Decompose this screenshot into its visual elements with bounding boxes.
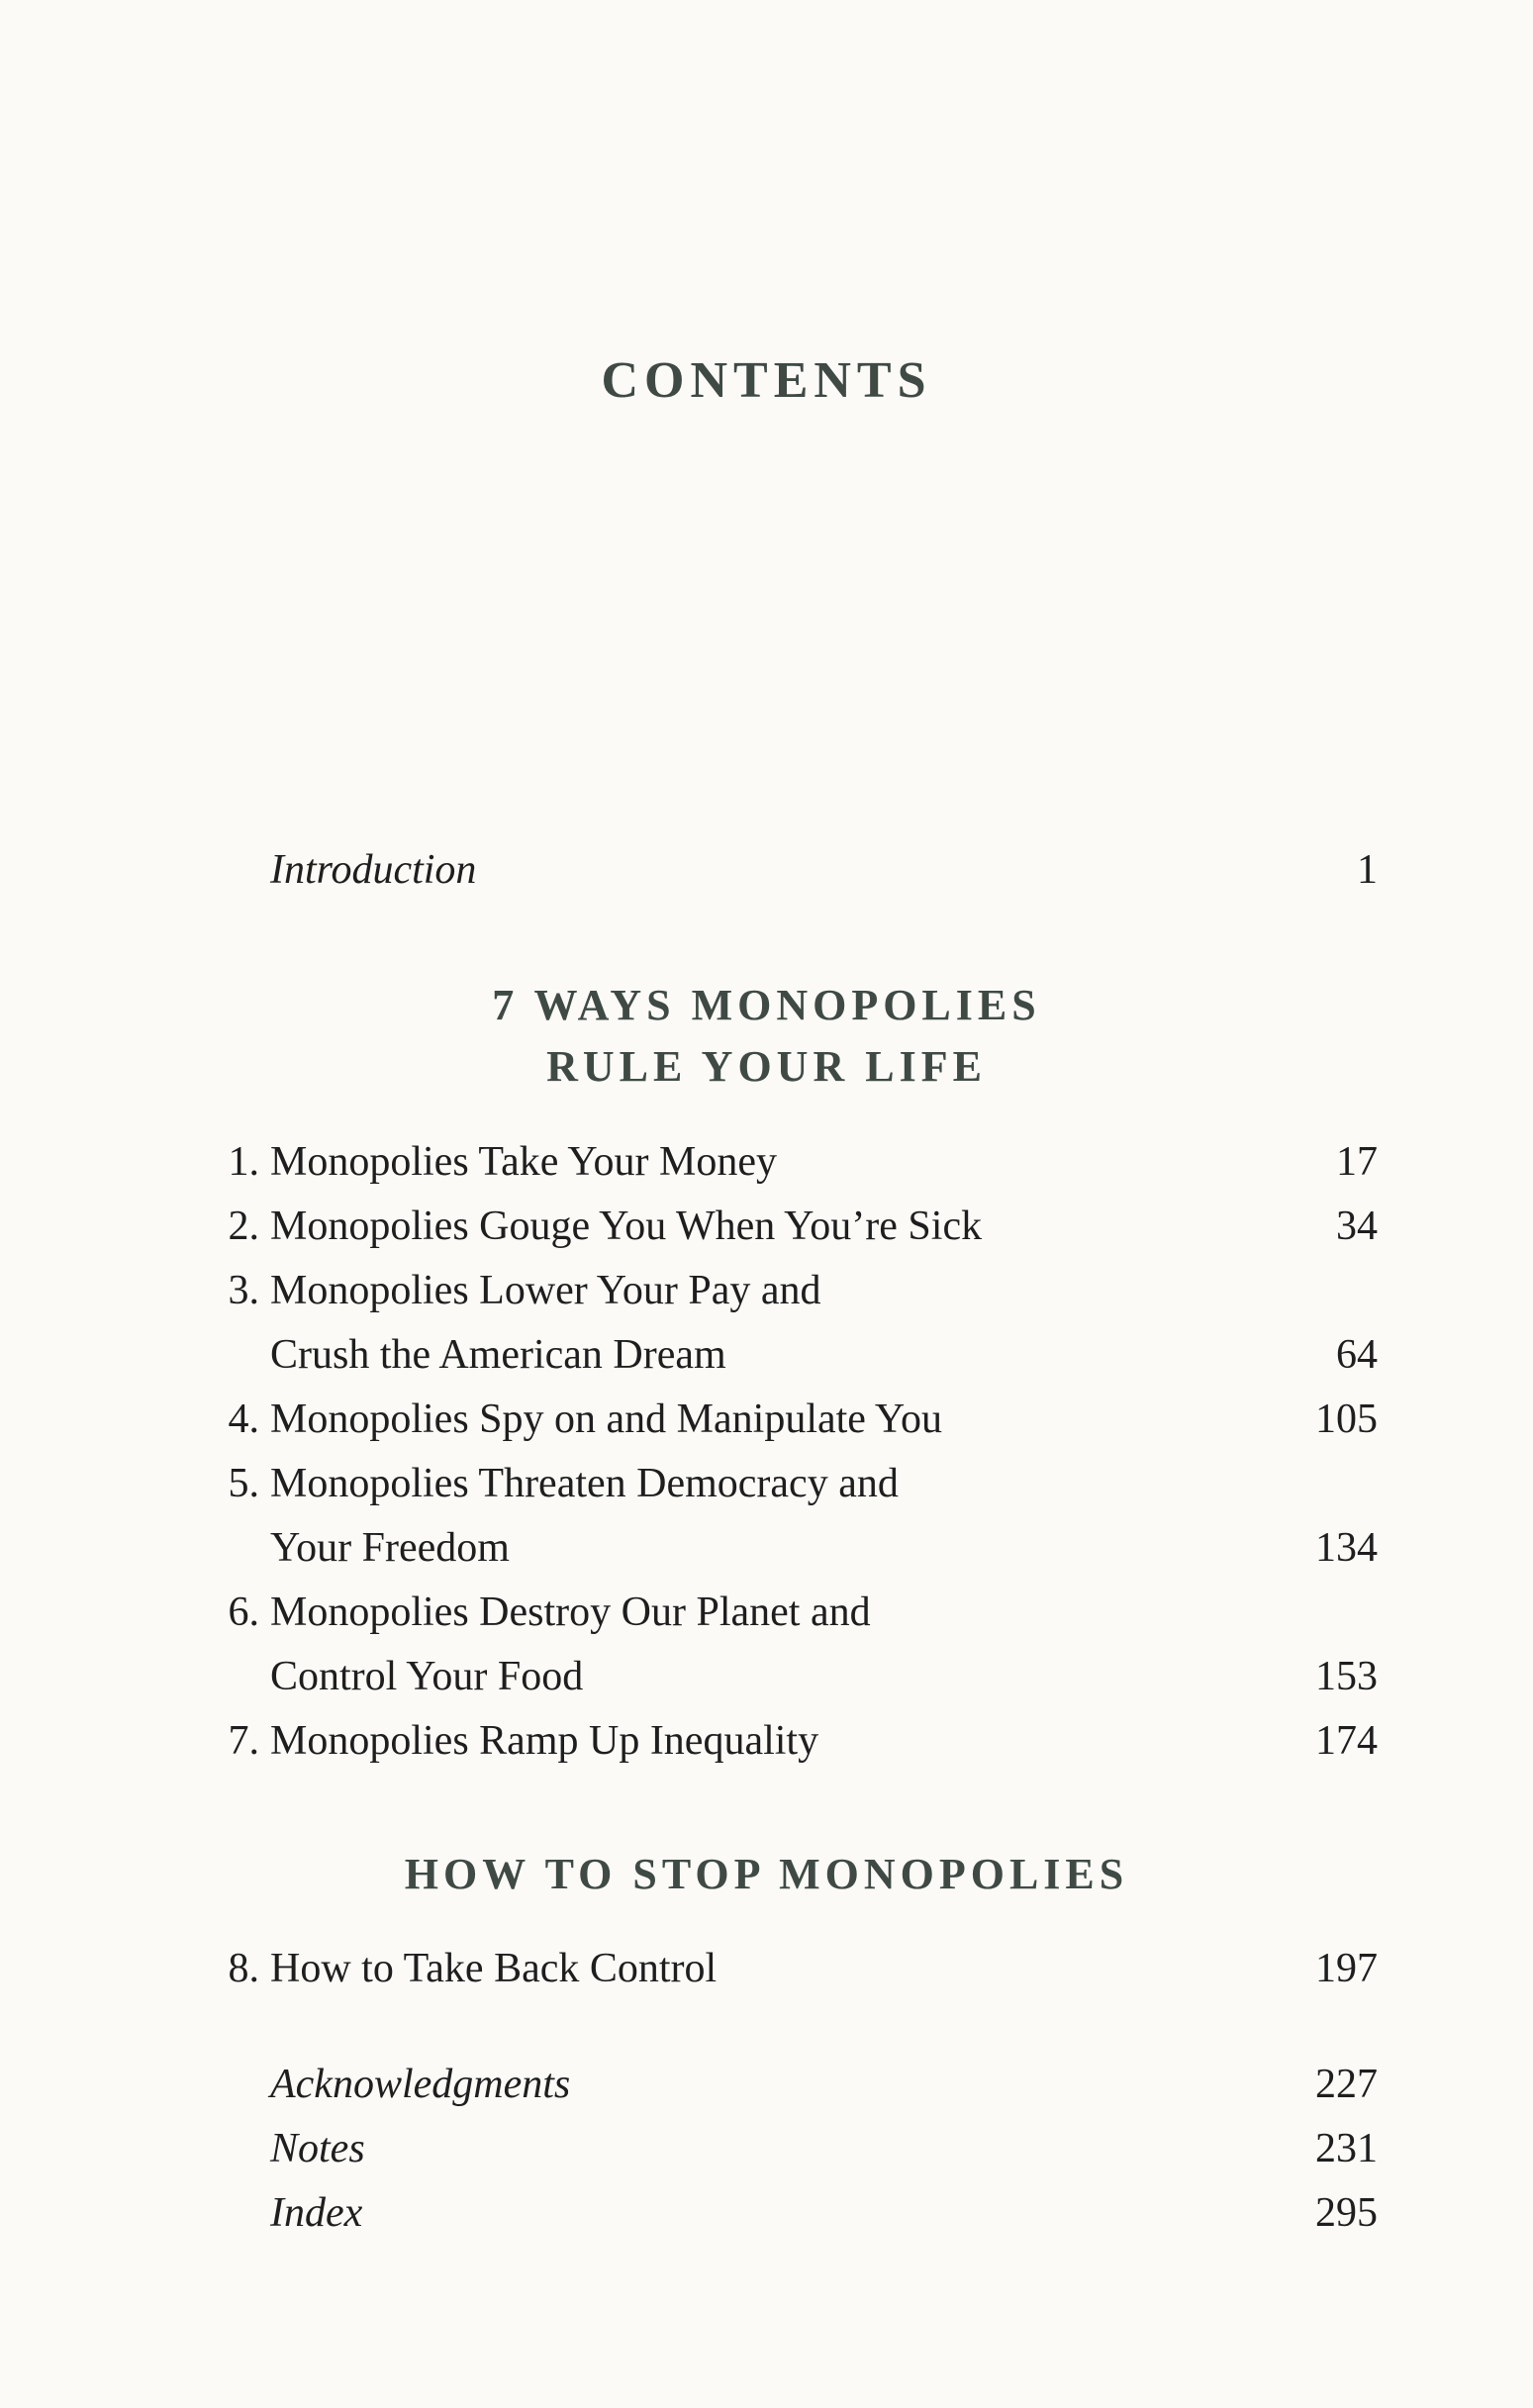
toc-entry-chapter-8[interactable] <box>0 1945 1533 2004</box>
chapter-title-continued: Your Freedom <box>270 1525 510 1571</box>
toc-entry-chapter-4[interactable] <box>0 1396 1533 1455</box>
chapter-title: Monopolies Spy on and Manipulate You <box>270 1397 943 1442</box>
toc-entry-index[interactable] <box>0 2189 1533 2249</box>
chapter-title: Monopolies Gouge You When You’re Sick <box>270 1204 983 1249</box>
page-title: CONTENTS <box>601 352 932 409</box>
part-heading: HOW TO STOP MONOPOLIES <box>404 1850 1129 1898</box>
toc-page-number: 231 <box>1315 2126 1378 2171</box>
chapter-number: 3. <box>228 1268 259 1313</box>
toc-page-number: 1 <box>1357 847 1378 893</box>
toc-page-number: 197 <box>1315 1946 1378 1991</box>
chapter-title: How to Take Back Control <box>270 1946 718 1991</box>
toc-page-number: 295 <box>1315 2190 1378 2236</box>
toc-entry-chapter-3-continued[interactable] <box>0 1331 1533 1391</box>
toc-entry-chapter-6-continued[interactable] <box>0 1653 1533 1712</box>
toc-entry-label: Notes <box>270 2126 365 2171</box>
chapter-title-continued: Control Your Food <box>270 1654 584 1699</box>
toc-entry-label: Acknowledgments <box>270 2062 571 2107</box>
chapter-number: 8. <box>228 1946 259 1991</box>
toc-entry-chapter-5[interactable] <box>0 1460 1533 1519</box>
chapter-number: 4. <box>228 1397 259 1442</box>
chapter-title: Monopolies Ramp Up Inequality <box>270 1718 819 1764</box>
toc-entry-chapter-7[interactable] <box>0 1717 1533 1777</box>
toc-entry-notes[interactable] <box>0 2125 1533 2184</box>
toc-page-number: 34 <box>1336 1204 1378 1249</box>
part-heading-line-1: 7 WAYS MONOPOLIES <box>492 981 1041 1029</box>
toc-page-number: 64 <box>1336 1332 1378 1378</box>
toc-page-number: 134 <box>1315 1525 1378 1571</box>
toc-entry-chapter-5-continued[interactable] <box>0 1524 1533 1584</box>
chapter-title: Monopolies Take Your Money <box>270 1139 777 1185</box>
chapter-number: 6. <box>228 1589 259 1635</box>
toc-entry-label: Introduction <box>270 847 477 893</box>
chapter-number: 1. <box>228 1139 259 1185</box>
toc-page-number: 153 <box>1315 1654 1378 1699</box>
chapter-number: 5. <box>228 1461 259 1506</box>
chapter-title-continued: Crush the American Dream <box>270 1332 726 1378</box>
toc-page-number: 174 <box>1315 1718 1378 1764</box>
toc-page-number: 105 <box>1315 1397 1378 1442</box>
chapter-title: Monopolies Lower Your Pay and <box>270 1268 821 1313</box>
toc-entry-chapter-2[interactable] <box>0 1203 1533 1262</box>
chapter-title: Monopolies Destroy Our Planet and <box>270 1589 871 1635</box>
chapter-number: 7. <box>228 1718 259 1764</box>
toc-entry-introduction[interactable] <box>0 846 1533 906</box>
chapter-title: Monopolies Threaten Democracy and <box>270 1461 899 1506</box>
part-heading-line-2: RULE YOUR LIFE <box>546 1042 987 1091</box>
toc-entry-label: Index <box>270 2190 363 2236</box>
toc-entry-acknowledgments[interactable] <box>0 2061 1533 2120</box>
toc-entry-chapter-6[interactable] <box>0 1589 1533 1648</box>
chapter-number: 2. <box>228 1204 259 1249</box>
toc-page-number: 17 <box>1336 1139 1378 1185</box>
toc-page-number: 227 <box>1315 2062 1378 2107</box>
toc-entry-chapter-1[interactable] <box>0 1138 1533 1198</box>
toc-entry-chapter-3[interactable] <box>0 1267 1533 1326</box>
